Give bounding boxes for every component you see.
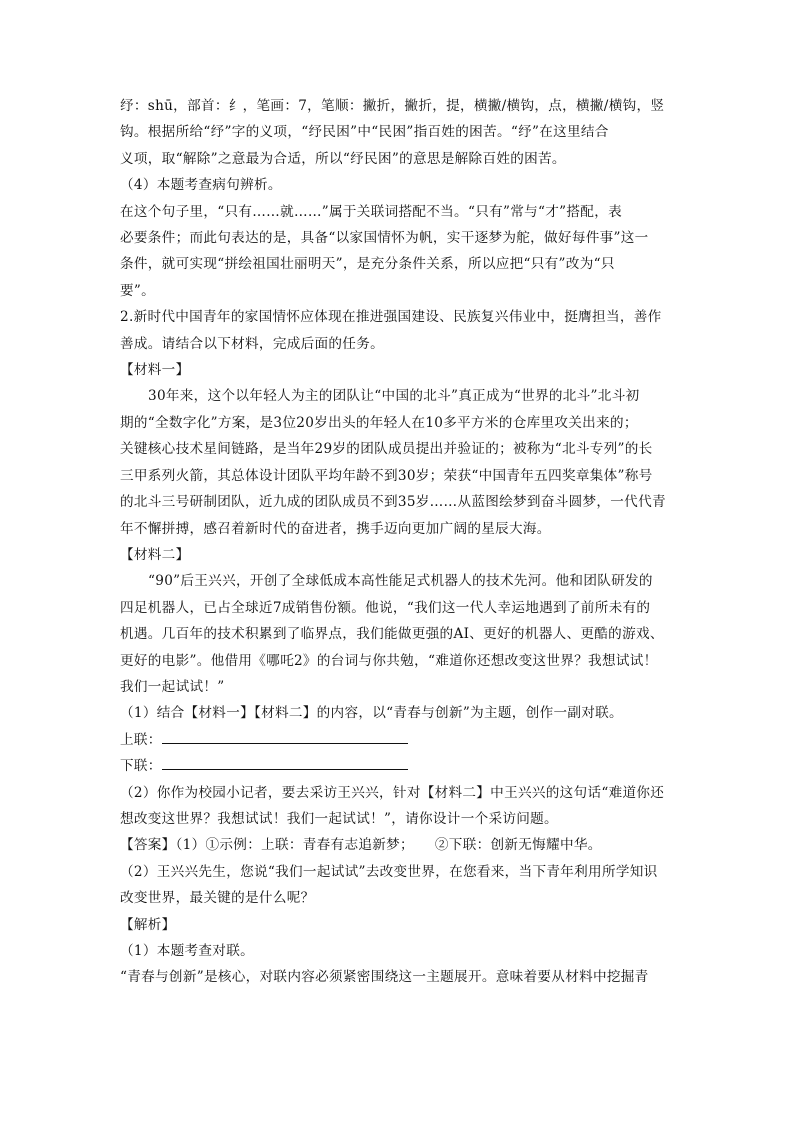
paragraph-first-line: “90”后王兴兴，开创了全球低成本高性能足式机器人的技术先河。他和团队研发的: [148, 573, 653, 590]
text-line: （2）你作为校园小记者，要去采访王兴兴，针对【材料二】中王兴兴的这句话“难道你还: [120, 784, 665, 801]
text-line: 纾：shū，部首：纟，笔画：7，笔顺：撇折，撇折，提，横撇/横钩，点，横撇/横钩，竖: [120, 98, 665, 114]
text-line: “青春与创新”是核心，对联内容必须紧密围绕这一主题展开。意味着要从材料中挖掘青: [120, 969, 649, 986]
text-line: 想改变这世界？我想试试！我们一起试试！”，请你设计一个采访问题。: [120, 810, 558, 827]
answer-line: 【答案】（1）①示例：上联：青春有志追新梦； ②下联：创新无悔耀中华。: [120, 837, 602, 854]
text-line: 的北斗三号研制团队，近九成的团队成员不到35岁……从蓝图绘梦到奋斗圆梦，一代代青: [120, 494, 666, 511]
text-line: 我们一起试试！”: [120, 678, 225, 695]
upper-couplet-line: [120, 727, 668, 753]
text-line: 善成。请结合以下材料，完成后面的任务。: [120, 335, 384, 352]
text-line: 义项，取“解除”之意最为合适，所以“纾民困”的意思是解除百姓的困苦。: [120, 150, 566, 167]
text-line: （1）本题考查对联。: [120, 943, 254, 959]
question-heading: 2.新时代中国青年的家国情怀应体现在推进强国建设、民族复兴伟业中，挺膺担当，善作: [120, 309, 662, 326]
text-line: 要”。: [120, 282, 156, 299]
text-line: 三甲系列火箭，其总体设计团队平均年龄不到30岁；荣获“中国青年五四奖章集体”称号: [120, 467, 653, 484]
text-line: （2）王兴兴先生，您说“我们一起试试”去改变世界，在您看来，当下青年利用所学知识: [120, 863, 658, 880]
upper-couplet-blank[interactable]: [162, 729, 408, 744]
upper-couplet-label: 上联：: [120, 731, 162, 748]
lower-couplet-label: 下联：: [120, 758, 162, 775]
text-line: 在这个句子里，“只有……就……”属于关联词搭配不当。“只有”常与“才”搭配，表: [120, 203, 622, 220]
text-line: 年不懈拼搏，感召着新时代的奋进者，携手迈向更加广阔的星辰大海。: [120, 520, 551, 537]
text-line: （4）本题考查病句辨析。: [120, 177, 282, 194]
text-line: 更好的电影”。他借用《哪吒2》的台词与你共勉，“难道你还想改变这世界？我想试试！: [120, 652, 658, 669]
text-line: （1）结合【材料一】【材料二】的内容，以“青春与创新”为主题，创作一副对联。: [120, 705, 623, 722]
material-heading: 【材料二】: [120, 546, 190, 563]
text-line: 改变世界，最关键的是什么呢？: [120, 890, 315, 907]
material-heading: 【材料一】: [120, 362, 190, 379]
text-line: 必要条件；而此句表达的是，具备“以家国情怀为帆，实干逐梦为舵，做好每件事”这一: [120, 230, 649, 247]
analysis-heading: 【解析】: [120, 916, 176, 933]
paragraph-first-line: 30年来，这个以年轻人为主的团队让“中国的北斗”真正成为“世界的北斗”北斗初: [148, 388, 640, 405]
text-line: 期的“全数字化”方案，是3位20岁出头的年轻人在10多平方米的仓库里攻关出来的；: [120, 414, 638, 431]
text-line: 四足机器人，已占全球近7成销售份额。他说，“我们这一代人幸运地遇到了前所未有的: [120, 599, 651, 616]
lower-couplet-line: [120, 753, 668, 779]
lower-couplet-blank[interactable]: [162, 755, 408, 770]
text-line: 机遇。几百年的技术积累到了临界点，我们能做更强的AI、更好的机器人、更酷的游戏、: [120, 626, 664, 643]
document-body: [120, 93, 668, 991]
text-line: 关键核心技术星间链路，是当年29岁的团队成员提出并验证的；被称为“北斗专列”的长: [120, 441, 653, 458]
text-line: 钩。根据所给“纾”字的义项，“纾民困”中“民困”指百姓的困苦。“纾”在这里结合: [120, 124, 609, 141]
text-line: 条件，就可实现“拼绘祖国壮丽明天”，是充分条件关系，所以应把“只有”改为“只: [120, 256, 615, 273]
